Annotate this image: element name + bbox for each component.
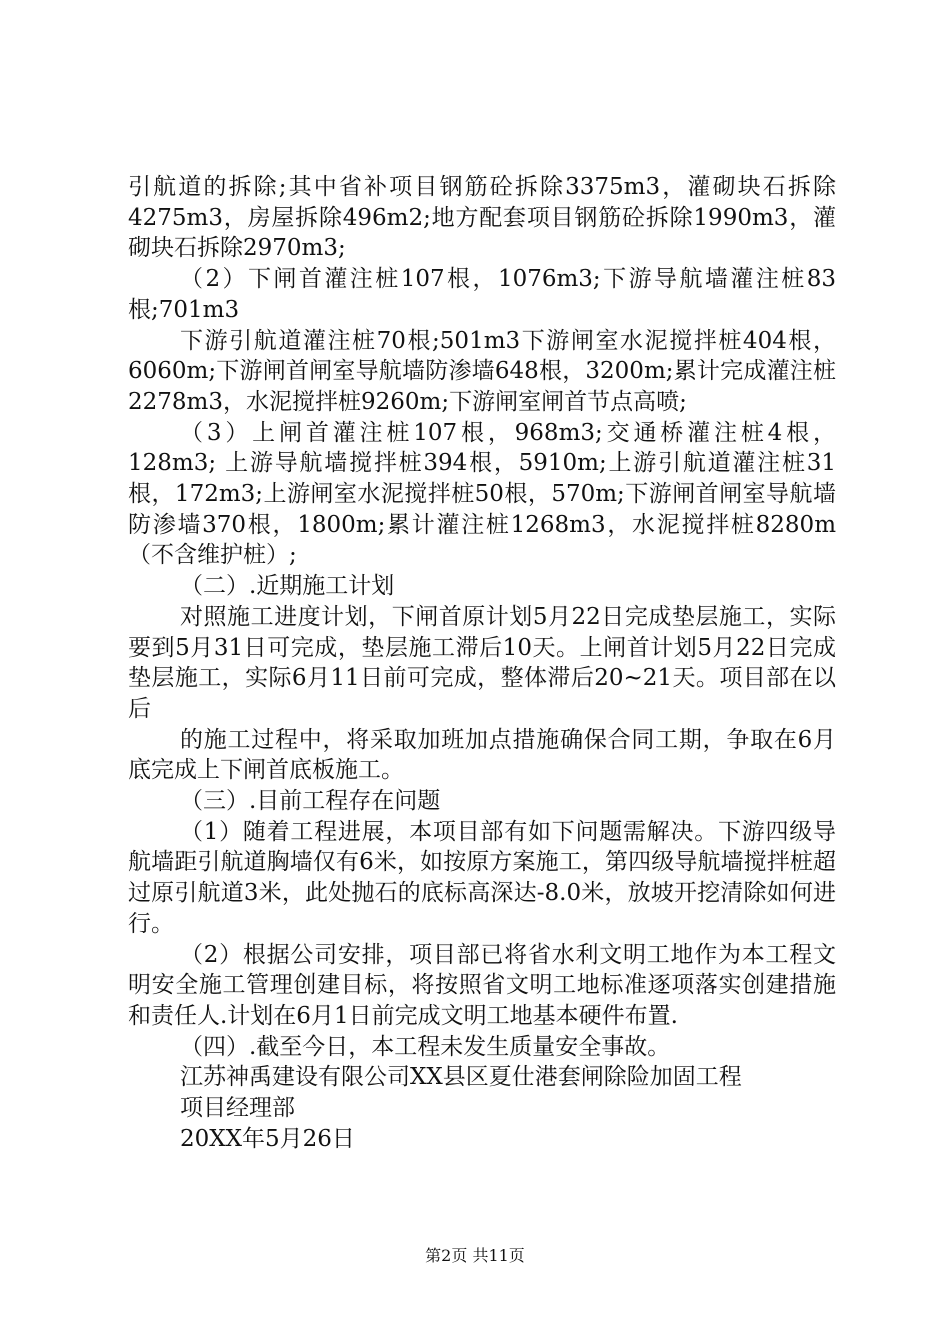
paragraph-lower-gate-piles: （2）下闸首灌注桩107根，1076m3;下游导航墙灌注桩83根;701m3 [128,266,836,323]
signature-company: 江苏神禹建设有限公司XX县区夏仕港套闸除险加固工程 [180,1064,742,1091]
heading-current-issues: （三）.目前工程存在问题 [180,788,441,815]
document-body [128,172,836,1155]
paragraph-schedule: 对照施工进度计划，下闸首原计划5月22日完成垫层施工，实际要到5月31日可完成，垫层施工滞后10天。上闸首计划5月22日完成垫层施工，实际6月11日前可完成，整体滞后20~21天。项目部在以后 [128,603,836,722]
paragraph-issue-1: （1）随着工程进展，本项目部有如下问题需解决。下游四级导航墙距引航道胸墙仅有6米，如按原方案施工，第四级导航墙搅拌桩超过原引航道3米，此处抛石的底标高深达-8.0米，放坡开挖清除如何进行。 [128,818,836,937]
paragraph-demolition: 引航道的拆除;其中省补项目钢筋砼拆除3375m3，灌砌块石拆除4275m3，房屋拆除496m2;地方配套项目钢筋砼拆除1990m3，灌砌块石拆除2970m3; [128,174,836,262]
paragraph-schedule-continued: 的施工过程中，将采取加班加点措施确保合同工期，争取在6月底完成上下闸首底板施工。 [128,726,836,784]
paragraph-issue-2: （2）根据公司安排，项目部已将省水利文明工地作为本工程文明安全施工管理创建目标，将按照省文明工地标准逐项落实创建措施和责任人.计划在6月1日前完成文明工地基本硬件布置. [128,941,836,1029]
signature-date: 20XX年5月26日 [180,1125,355,1152]
heading-safety-record: （四）.截至今日，本工程未发生质量安全事故。 [180,1033,671,1060]
signature-department: 项目经理部 [180,1095,295,1122]
paragraph-lower-channel-piles: 下游引航道灌注桩70根;501m3下游闸室水泥搅拌桩404根，6060m;下游闸首闸室导航墙防渗墙648根，3200m;累计完成灌注桩2278m3，水泥搅拌桩9260m;下游闸室闸首节点高喷; [128,327,836,415]
page-number-footer: 第2页 共11页 [425,1246,525,1265]
heading-recent-plan: （二）.近期施工计划 [180,573,395,600]
paragraph-upper-gate-piles: （3）上闸首灌注桩107根，968m3;交通桥灌注桩4根，128m3; 上游导航墙搅拌桩394根，5910m;上游引航道灌注桩31根，172m3;上游闸室水泥搅拌桩50根，570m;下游闸首闸室导航墙防渗墙370根，1800m;累计灌注桩1268m3，水泥搅拌桩8280m（不含维护桩）; [128,419,836,569]
